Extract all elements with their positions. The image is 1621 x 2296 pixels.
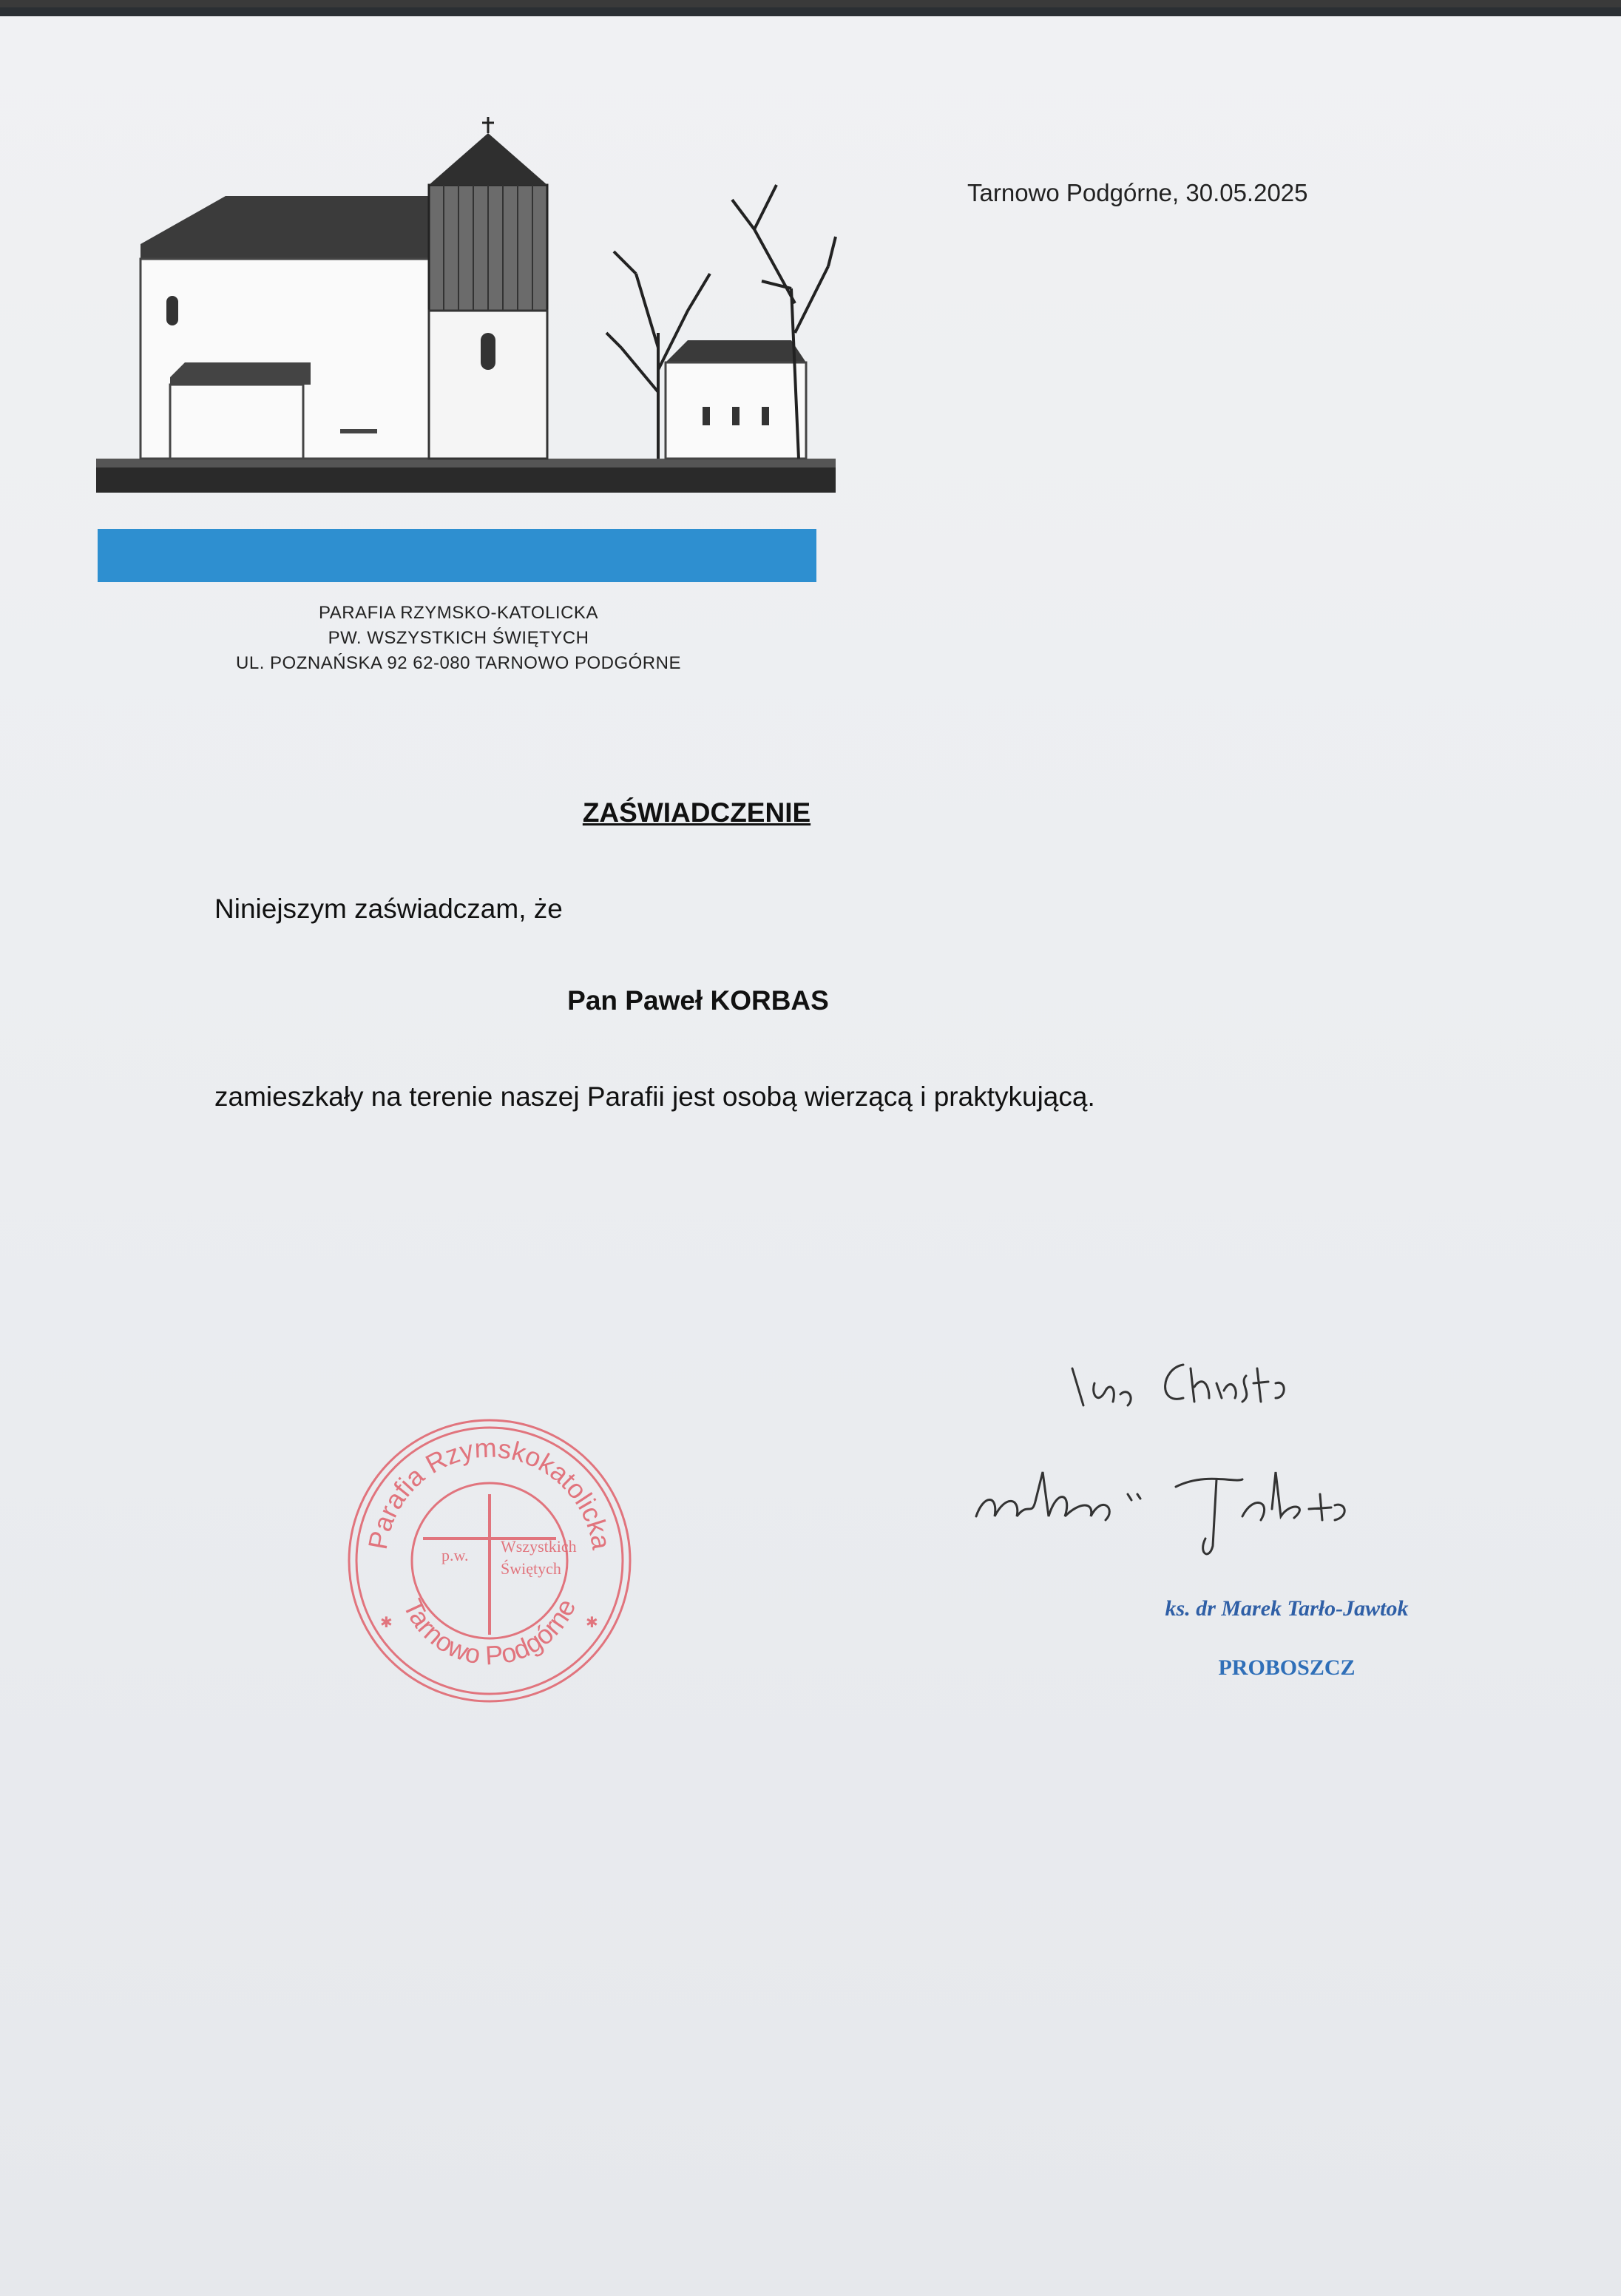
stamp-outer-text: Parafia Rzymskokatolicka	[362, 1432, 617, 1552]
parish-line-2: PW. WSZYSTKICH ŚWIĘTYCH	[328, 628, 589, 648]
document-page	[0, 7, 1621, 2296]
page-top-edge	[0, 7, 1621, 16]
date-line: Tarnowo Podgórne, 30.05.2025	[967, 179, 1308, 206]
parish-address	[185, 601, 732, 676]
parish-line-3: UL. POZNAŃSKA 92 62-080 TARNOWO PODGÓRNE	[236, 653, 681, 673]
svg-text:✱: ✱	[380, 1615, 393, 1631]
intro-text: Niniejszym zaświadczam, że	[214, 894, 563, 924]
document-title: ZAŚWIADCZENIE	[582, 797, 811, 828]
parish-line-1: PARAFIA RZYMSKO-KATOLICKA	[319, 603, 598, 623]
stamp-bottom-text: Tarnowo Podgórne	[397, 1594, 582, 1671]
stamp-inner-prefix: p.w.	[441, 1546, 469, 1564]
handwritten-signature	[961, 1324, 1523, 1590]
stamp-inner-line2: Świętych	[501, 1559, 561, 1578]
statement-text: zamieszkały na terenie naszej Parafii jest osobą wierzącą i praktykującą.	[214, 1081, 1095, 1112]
header-accent-bar	[98, 529, 816, 582]
priest-role: PROBOSZCZ	[1218, 1655, 1356, 1680]
church-illustration-icon	[96, 111, 843, 496]
parish-stamp	[342, 1413, 637, 1709]
svg-text:✱: ✱	[586, 1615, 598, 1631]
priest-name-stamp: ks. dr Marek Tarło-Jawtok	[1165, 1596, 1409, 1621]
stamp-inner-line1: Wszystkich	[501, 1537, 577, 1556]
person-name: Pan Paweł KORBAS	[567, 985, 829, 1016]
